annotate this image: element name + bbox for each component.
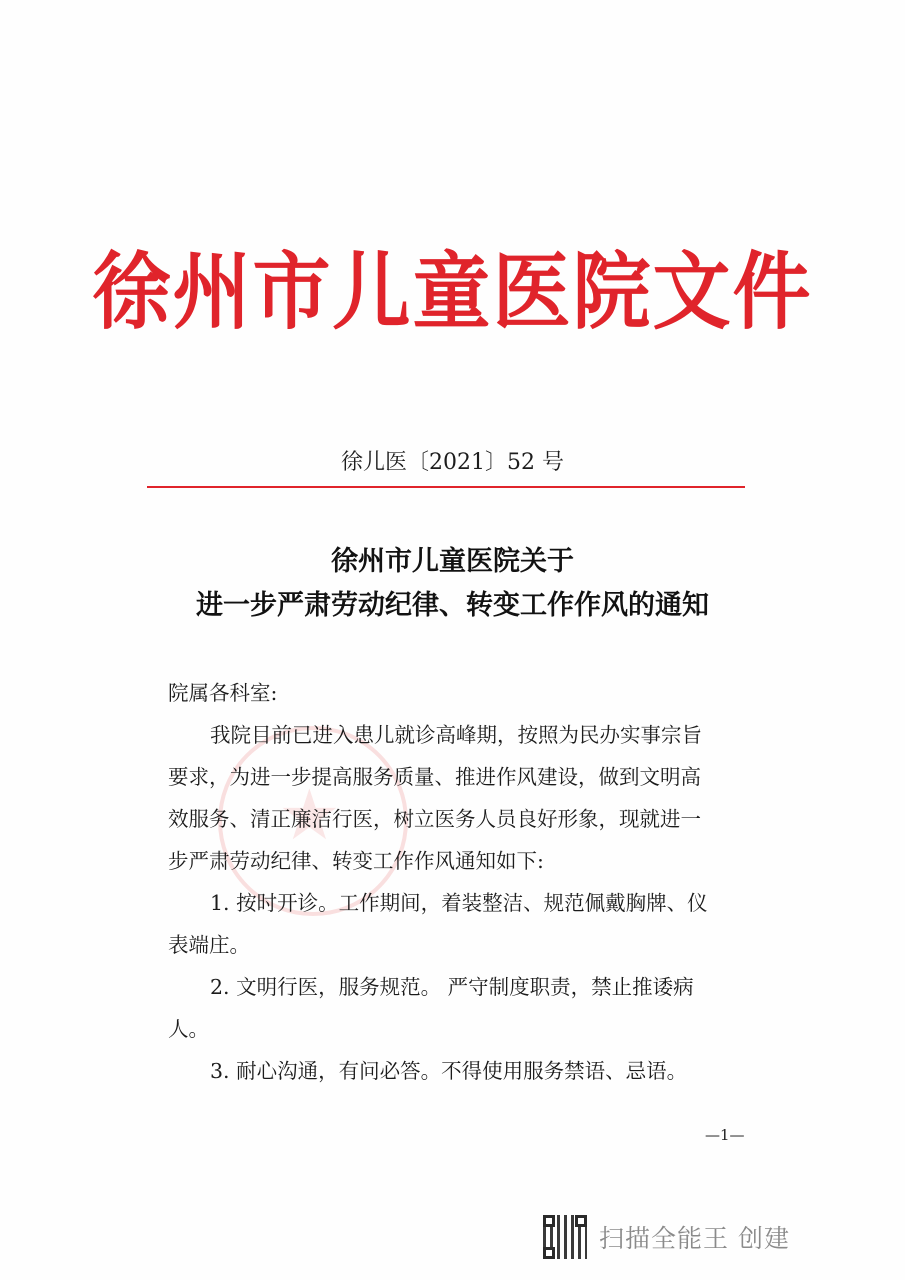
masthead-title: 徐州市儿童医院文件: [92, 243, 813, 342]
item-1-line: 表端庄。: [168, 933, 250, 957]
red-divider-line: [147, 486, 745, 488]
item-2-line: 人。: [168, 1017, 209, 1041]
paragraph-intro-line: 要求，为进一步提高服务质量、推进作风建设，做到文明高: [168, 765, 701, 789]
scanner-watermark: [543, 1214, 790, 1260]
watermark-text: 扫描全能王 创建: [599, 1224, 790, 1253]
item-2-line: 2. 文明行医，服务规范。 严守制度职责，禁止推诿病: [210, 975, 694, 999]
document-number: 徐儿医〔2021〕52 号: [341, 450, 564, 475]
salutation: 院属各科室:: [168, 681, 278, 705]
notice-title-line-1: 徐州市儿童医院关于: [331, 546, 574, 577]
seal-star-icon: ★: [278, 774, 341, 856]
paragraph-intro-line: 我院目前已进入患儿就诊高峰期，按照为民办实事宗旨: [210, 723, 702, 747]
paragraph-intro-line: 效服务、清正廉洁行医，树立医务人员良好形象，现就进一: [168, 807, 701, 831]
page-number: —1—: [705, 1126, 745, 1144]
qr-code-icon: [543, 1215, 587, 1259]
notice-title-line-2: 进一步严肃劳动纪律、转变工作作风的通知: [196, 590, 709, 621]
paragraph-intro-line: 步严肃劳动纪律、转变工作作风通知如下:: [168, 849, 544, 873]
item-1-line: 1. 按时开诊。工作期间，着装整洁、规范佩戴胸牌、仪: [210, 891, 708, 915]
item-3-line: 3. 耐心沟通，有问必答。不得使用服务禁语、忌语。: [210, 1059, 688, 1083]
